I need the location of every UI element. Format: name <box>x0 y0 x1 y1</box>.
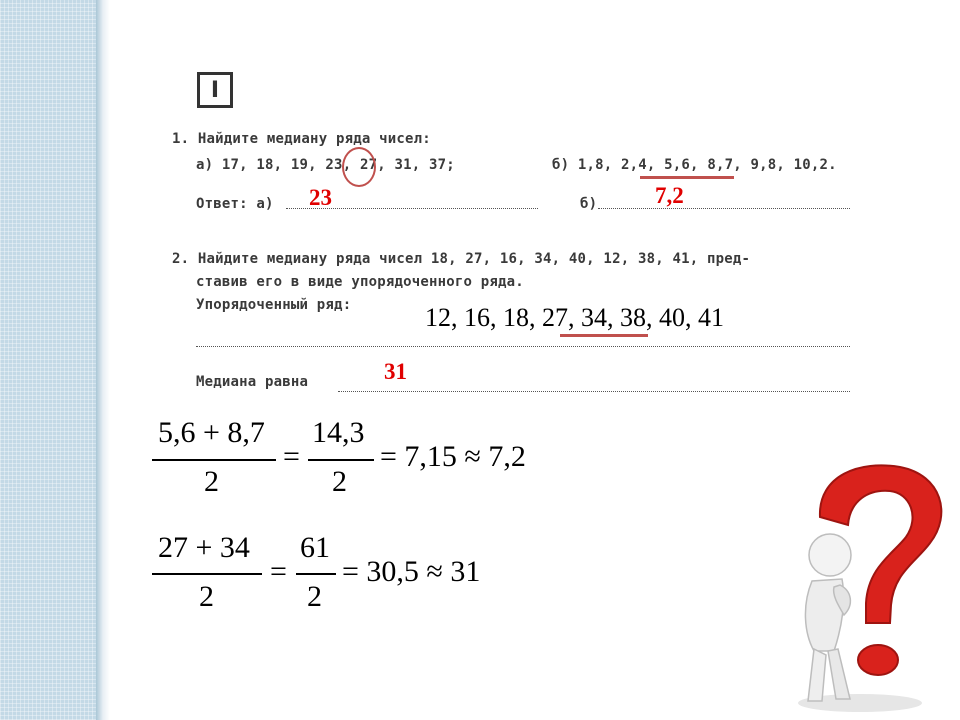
task1-title: 1. Найдите медиану ряда чисел: <box>172 131 431 147</box>
task1-answer-label: Ответ: а) <box>196 196 274 212</box>
formula1-denominator2: 2 <box>332 465 347 498</box>
formula1-numerator: 5,6 + 8,7 <box>158 416 265 449</box>
task1-answer-b-label: б) <box>580 196 598 212</box>
task1-part-b: б) 1,8, 2,4, 5,6, 8,7, 9,8, 10,2. <box>552 157 837 173</box>
formula1-numerator2: 14,3 <box>312 416 365 449</box>
formula1-equals: = <box>283 440 300 473</box>
formula2-denominator: 2 <box>199 580 214 613</box>
side-stripe-edge <box>96 0 110 720</box>
task1-part-a: а) 17, 18, 19, 23, 27, 31, 37; <box>196 157 455 173</box>
formula2-fraction-bar2 <box>296 573 336 575</box>
decorative-side-stripe <box>0 0 96 720</box>
formula1-fraction-bar2 <box>308 459 374 461</box>
ordered-series: 12, 16, 18, 27, 34, 38, 40, 41 <box>425 303 724 332</box>
middle-pair-underline <box>560 334 648 337</box>
formula2-equals: = <box>270 555 287 588</box>
formula1-fraction-bar <box>152 459 276 461</box>
formula1-result: = 7,15 ≈ 7,2 <box>380 440 526 473</box>
median-label: Медиана равна <box>196 374 309 390</box>
answer-a-value: 23 <box>309 185 332 210</box>
task2-line2: ставив его в виде упорядоченного ряда. <box>196 274 524 290</box>
variant-badge: I <box>197 72 233 108</box>
median-circle-highlight <box>342 147 376 187</box>
task2-line3: Упорядоченный ряд: <box>196 297 352 313</box>
formula2-denominator2: 2 <box>307 580 322 613</box>
thinking-figure-question-mark-icon <box>790 455 950 715</box>
ordered-series-line <box>196 346 850 347</box>
formula2-numerator: 27 + 34 <box>158 531 250 564</box>
formula2-result: = 30,5 ≈ 31 <box>342 555 481 588</box>
median-pair-underline <box>640 176 734 179</box>
task2-line1: 2. Найдите медиану ряда чисел 18, 27, 16, 34, 40, 12, 38, 41, пред- <box>172 251 751 267</box>
median-answer-line <box>338 391 850 392</box>
median-answer-value: 31 <box>384 359 407 384</box>
formula2-fraction-bar <box>152 573 262 575</box>
answer-b-value: 7,2 <box>655 183 684 208</box>
formula2-numerator2: 61 <box>300 531 330 564</box>
answer-b-line <box>598 208 850 209</box>
formula1-denominator: 2 <box>204 465 219 498</box>
